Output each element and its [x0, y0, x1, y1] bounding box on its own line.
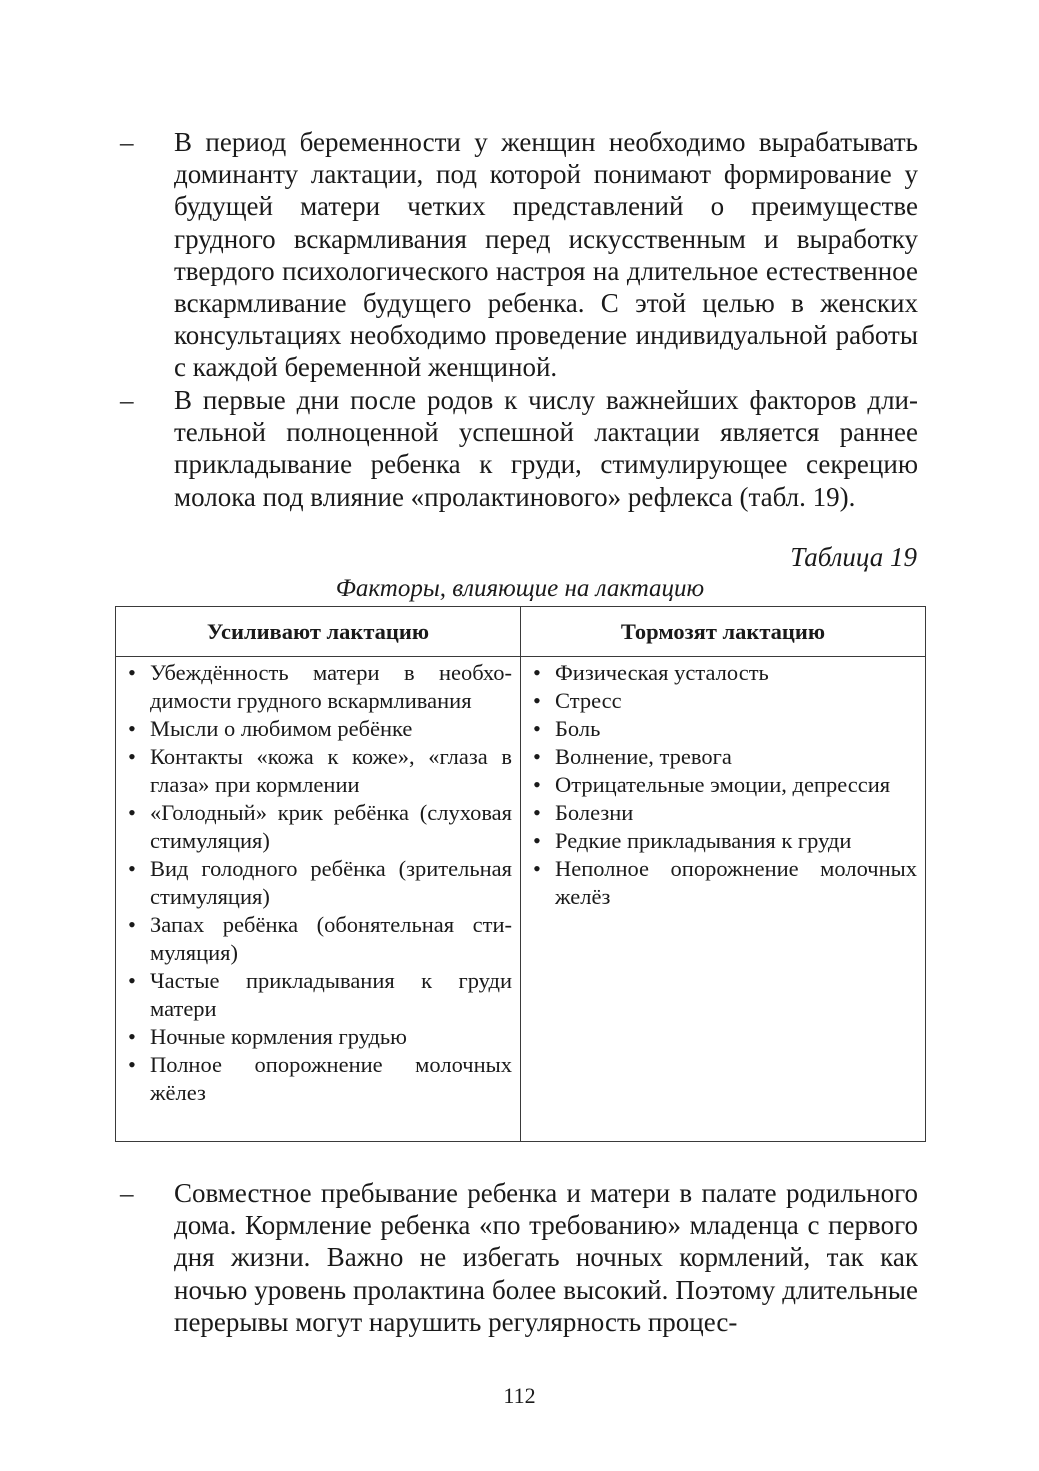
table-row [116, 657, 926, 1142]
list-item: • Контакты «кожа к коже», «глаза в глаза» при кормлении [124, 743, 512, 799]
table-number: Таблица 19 [790, 542, 917, 572]
list-item: • Неполное опорожнение молочных желёз [529, 855, 917, 911]
column-header-inhibit: Тормозят лактацию [521, 607, 926, 657]
paragraph-3 [120, 1177, 918, 1338]
list-item: • Вид голодного ребёнка (зрительная стимуляция) [124, 855, 512, 911]
list-item: • Частые прикладывания к груди матери [124, 967, 512, 1023]
list-item: • Редкие прикладывания к груди [529, 827, 917, 855]
dash-bullet: – [120, 1178, 134, 1208]
factors-table [115, 606, 926, 1142]
dash-bullet: – [120, 385, 134, 415]
list-item: • Волнение, тревога [529, 743, 917, 771]
dash-bullet: – [120, 127, 134, 157]
list-item: • Боль [529, 715, 917, 743]
paragraph-text: Совместное пребывание ребенка и матери в палате родильного дома. Кормление ребенка «по требованию» младенца с первого дня жизни. Важно не избегать ночных кормлений, так как ночью уровень пролактина более высокий. Поэтому длительные перерывы могут нарушить регулярность процес- [174, 1178, 918, 1337]
enhance-list [116, 657, 520, 1107]
page-number: 112 [503, 1383, 536, 1408]
paragraph-2 [120, 384, 918, 513]
table-title: Факторы, влияющие на лактацию [335, 575, 705, 602]
list-item: • Отрицательные эмоции, депрессия [529, 771, 917, 799]
inhibit-list [521, 657, 925, 911]
list-item: • Стресс [529, 687, 917, 715]
list-item: • Полное опорожнение молочных жёлез [124, 1051, 512, 1107]
list-item: • Ночные кормления грудью [124, 1023, 512, 1051]
paragraph-text: В период беременности у женщин необходимо вырабатывать доминанту лактации, под которой понимают формирование у будущей матери четких представлений о преимуществе грудного вскармливания перед искусственным и выработку твердого психологического настроя на длительное естественное вскармливание будущего ребенка. С этой целью в женских консультациях необходимо проведение индивидуальной работы с каждой беременной женщиной. [174, 127, 918, 383]
list-item: • Убеждённость матери в необходимости грудного вскармливания [124, 659, 512, 715]
inhibit-cell [521, 657, 926, 1142]
list-item: • Болезни [529, 799, 917, 827]
paragraph-text: В первые дни после родов к числу важнейших факторов длительной полноценной успешной лактации является раннее прикладывание ребенка к груди, стимулирующее секрецию молока под влияние «пролактинового» рефлекса (табл. 19). [174, 385, 918, 512]
list-item: • Мысли о любимом ребёнке [124, 715, 512, 743]
list-item: • Запах ребёнка (обонятельная стимуляция) [124, 911, 512, 967]
enhance-cell [116, 657, 521, 1142]
list-item: • Физическая усталость [529, 659, 917, 687]
table-header-row [116, 607, 926, 657]
paragraph-1 [120, 126, 918, 384]
list-item: • «Голодный» крик ребёнка (слуховая стимуляция) [124, 799, 512, 855]
column-header-enhance: Усиливают лактацию [116, 607, 521, 657]
